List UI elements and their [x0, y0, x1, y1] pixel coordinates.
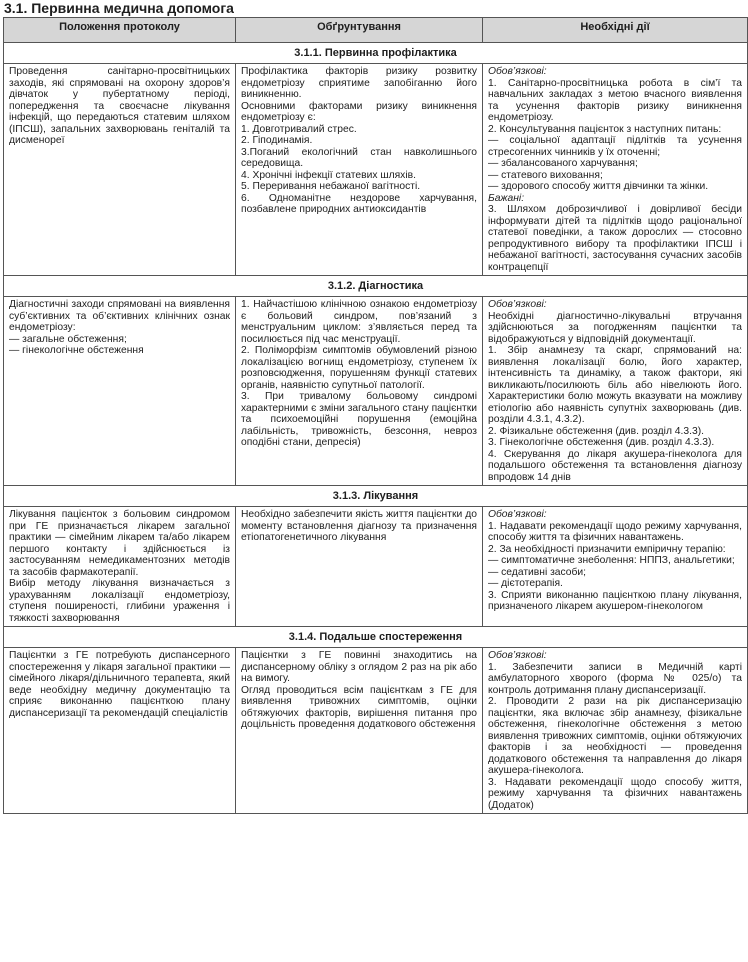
protocol-provision-cell — [4, 64, 236, 276]
cell-paragraph: Обов’язкові: — [488, 299, 547, 310]
required-actions-cell — [483, 297, 748, 486]
cell-paragraph: 3. Сприяти виконанню пацієнткою плану лікування, призначеного лікарем акушером-гінекологом — [488, 589, 742, 612]
page-title: 3.1. Первинна медична допомога — [4, 0, 234, 16]
cell-paragraph: — гінекологічне обстеження — [9, 345, 144, 356]
section-heading-row — [4, 627, 748, 648]
section-heading-row — [4, 486, 748, 507]
table-header-row — [4, 18, 748, 43]
table-row — [4, 297, 748, 486]
cell-paragraph: — збалансованого харчування; — [488, 158, 638, 169]
protocol-table — [3, 17, 748, 814]
protocol-provision-cell — [4, 507, 236, 627]
cell-paragraph: 2. Консультування пацієнток з наступних питань: — [488, 123, 722, 135]
cell-paragraph: 3. Гінекологічне обстеження (див. розділ 4.3.3). — [488, 437, 715, 448]
cell-paragraph: — загальне обстеження; — [9, 333, 127, 345]
cell-paragraph: Діагностичні заходи спрямовані на виявлення суб’єктивних та об’єктивних клінічних ознак ендометріозу: — [9, 299, 230, 333]
section-heading: 3.1.3. Лікування — [4, 486, 748, 507]
required-actions-cell — [483, 507, 748, 627]
cell-paragraph: Вибір методу лікування визначається з урахуванням локалізації ендометріозу, ступеня поширеності, глибини ураження і тяжкості захворювання — [9, 578, 230, 624]
rationale-cell — [236, 648, 483, 814]
cell-paragraph: Пацієнтки з ГЕ повинні знаходитись на диспансерному обліку з оглядом 2 раз на рік або на вимогу. — [241, 650, 477, 684]
section-heading: 3.1.2. Діагностика — [4, 276, 748, 297]
cell-paragraph: 2. Проводити 2 рази на рік диспансеризацію пацієнтки, яка включає збір анамнезу, фізикальне обстеження, гінекологічне обстеження з метою виявлення тривожних симптомів, оцінки обтяжуючих факторів і за необхідності — проведення додаткового обстеження та направлення до лікаря акушера-гінеколога. — [488, 696, 742, 776]
cell-paragraph: Профілактика факторів ризику розвитку ендометріозу сприятиме запобіганню його виникненню. — [241, 66, 477, 100]
cell-paragraph: 3.Поганий екологічний стан навколишнього середовища. — [241, 146, 477, 169]
cell-paragraph: — дієтотерапія. — [488, 578, 563, 589]
cell-paragraph: Проведення санітарно-просвітницьких заходів, які спрямовані на охорону здоров’я дівчаток у пубертатному періоді, попередження та своєчасне лікування інфекцій, що передаються статевим шляхом (ІПСШ), запальних захворювань геніталій та дисменореї — [9, 66, 230, 146]
required-actions-cell — [483, 64, 748, 276]
cell-paragraph: 5. Переривання небажаної вагітності. — [241, 181, 421, 192]
table-row — [4, 648, 748, 814]
cell-paragraph: — седативні засоби; — [488, 566, 587, 578]
cell-paragraph: Лікування пацієнток з больовим синдромом при ГЕ призначається лікарем загальної практики — сімейним лікарем та/або лікарем першого контакту і здійснюється із застосуванням немедикаментозних методів та засобів фармакотерапії. — [9, 509, 230, 578]
table-body — [4, 43, 748, 814]
column-header: Необхідні дії — [483, 18, 748, 43]
table-row — [4, 64, 748, 276]
cell-paragraph: 2. Фізикальне обстеження (див. розділ 4.3.3). — [488, 425, 705, 437]
cell-paragraph: Необхідні діагностично-лікувальні втручання здійснюються за погодженням пацієнтки та відображуються у відповідній документації. — [488, 310, 742, 345]
cell-paragraph: Бажані: — [488, 192, 525, 204]
rationale-cell — [236, 507, 483, 627]
rationale-cell — [236, 297, 483, 486]
cell-paragraph: — здорового способу життя дівчинки та жінки. — [488, 181, 709, 192]
cell-paragraph: 3. Шляхом доброзичливої і довірливої бесіди інформувати дітей та підлітків щодо раціональної статевої поведінки, а також дорослих — стосовно репродуктивного вибору та профілактики ІПСШ і небажаної вагітності, застосування сучасних засобів контрацепції — [488, 204, 742, 273]
cell-paragraph: 1. Довготривалий стрес. — [241, 123, 357, 135]
section-heading-row — [4, 276, 748, 297]
cell-paragraph: 4. Хронічні інфекції статевих шляхів. — [241, 169, 416, 181]
section-heading-row — [4, 43, 748, 64]
cell-paragraph: 1. Забезпечити записи в Медичній карті амбулаторного хворого (форма № 025/о) та контроль дотримання плану диспансеризації. — [488, 661, 742, 696]
cell-paragraph: Обов’язкові: — [488, 66, 547, 77]
protocol-provision-cell — [4, 297, 236, 486]
cell-paragraph: — статевого виховання; — [488, 169, 603, 181]
cell-paragraph: 1. Збір анамнезу та скарг, спрямований на: виявлення локалізації болю, його характер, інтенсивність та динаміку, а також фактори, які викликають/посилюють біль або нівелюють його. Характеристики болю можуть вказувати на можливу етіологію або наявність супутніх захворювань (див. розділи 4.3.1, 4.3.2). — [488, 345, 742, 425]
cell-paragraph: Обов’язкові: — [488, 509, 547, 520]
required-actions-cell — [483, 648, 748, 814]
cell-paragraph: — симптоматичне знеболення: НППЗ, анальгетики; — [488, 555, 735, 566]
cell-paragraph: 2. Гіподинамія. — [241, 135, 313, 146]
protocol-provision-cell — [4, 648, 236, 814]
cell-paragraph: Обов’язкові: — [488, 650, 547, 661]
section-heading: 3.1.1. Первинна профілактика — [4, 43, 748, 64]
cell-paragraph: Огляд проводиться всім пацієнткам з ГЕ для виявлення тривожних симптомів, оцінки обтяжуючих факторів, вирішення питання про доцільність проведення додаткового обстеження — [241, 684, 477, 730]
column-header: Обґрунтування — [236, 18, 483, 43]
cell-paragraph: 1. Найчастішою клінічною ознакою ендометріозу є больовий синдром, пов’язаний з менструальним циклом: з’являється перед та посилюється під час менструації. — [241, 299, 477, 345]
cell-paragraph: 2. Поліморфізм симптомів обумовлений різною локалізацією вогнищ ендометріозу, ступенем їх розповсюдження, порушенням функції статевих органів, наявністю супутньої патології. — [241, 345, 477, 391]
cell-paragraph: 2. За необхідності призначити емпіричну терапію: — [488, 543, 726, 555]
cell-paragraph: 4. Скерування до лікаря акушера-гінеколога для подальшого обстеження та встановлення діагнозу впродовж 14 днів — [488, 448, 742, 483]
cell-paragraph: 3. При тривалому больовому синдромі характерними є зміни загального стану пацієнтки та психоемоційні порушення (емоційна лабільність, тривожність, безсоння, невроз​оподібні стани, депресія) — [241, 391, 477, 448]
cell-paragraph: — соціальної адаптації підлітків та усунення стресогенних чинників у їх оточенні; — [488, 135, 742, 158]
column-header: Положення протоколу — [4, 18, 236, 43]
cell-paragraph: 1. Надавати рекомендації щодо режиму харчування, способу життя та фізичних навантажень. — [488, 520, 742, 543]
cell-paragraph: 6. Одноманітне нездорове харчування, позбавлене природних антиоксидантів — [241, 192, 477, 215]
rationale-cell — [236, 64, 483, 276]
cell-paragraph: 1. Санітарно-просвітницька робота в сім’ї та навчальних закладах з метою вчасного виявлення та усунення факторів ризику виникнення ендометріозу. — [488, 77, 742, 123]
section-heading: 3.1.4. Подальше спостереження — [4, 627, 748, 648]
cell-paragraph: Основними факторами ризику виникнення ендометріозу є: — [241, 100, 477, 123]
cell-paragraph: Пацієнтки з ГЕ потребують диспансерного спостереження у лікаря загальної практики — сімейного лікаря/дільничного терапевта, який веде необхідну медичну документацію та сприяє виконанню пацієнткою плану диспансеризації та рекомендацій спеціалістів — [9, 650, 230, 719]
cell-paragraph: 3. Надавати рекомендації щодо способу життя, режиму харчування та фізичних навантажень (Додаток) — [488, 776, 742, 811]
cell-paragraph: Необхідно забезпечити якість життя пацієнтки до моменту встановлення діагнозу та призначення етіопатогенетичного лікування — [241, 509, 477, 543]
table-row — [4, 507, 748, 627]
